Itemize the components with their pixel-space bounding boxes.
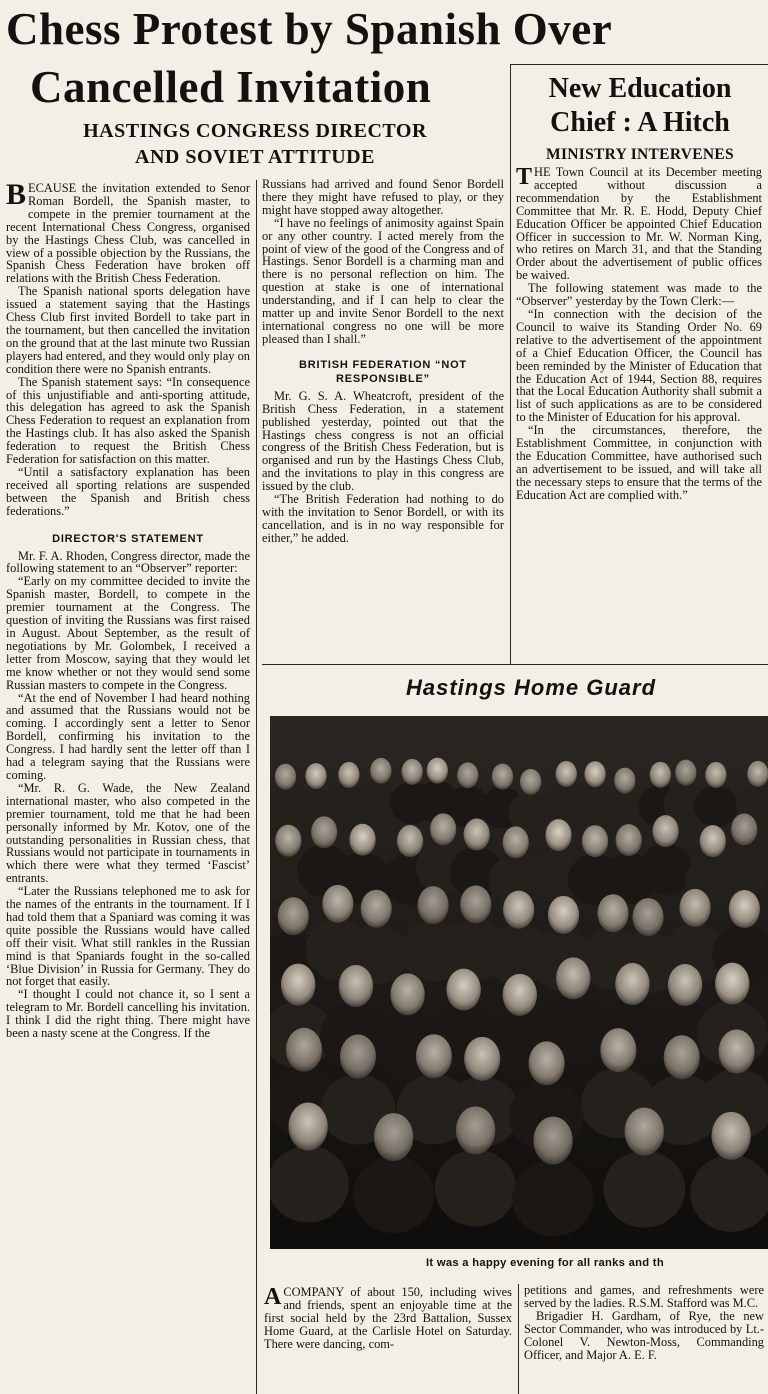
person-face [374,1113,413,1161]
paragraph: “In connection with the decision of the Council to waive its Standing Order No. 69 relative to the advertisement of the appointment of a Chief Education Officer, the Council has been reminded by the Minister of Education that the Education Act of 1944, Section 88, requires that the Local Education Authority shall submit a list of such applications as are to be considered to the Minister of Education for his approval. [516,306,762,425]
paragraph: “At the end of November I had heard nothing and assumed that the Russians would not be coming. I accordingly sent a letter to Senor Bordell, confirming his invitation to the Congress. I had hardly sent the letter off than I had a telegram saying that the Russians were coming. [6,690,250,782]
person-face [456,1106,495,1154]
person-face [275,764,296,790]
paragraph: Mr. F. A. Rhoden, Congress director, made the following statement to an “Observer” reporter: [6,548,250,576]
person-face [460,885,491,923]
person-face [529,1041,565,1085]
person-face [615,963,649,1005]
person-face [464,1037,500,1081]
main-headline-line2: Cancelled Invitation [30,62,432,112]
home-guard-photo [270,716,768,1249]
person-face [278,897,309,935]
paragraph: Russians had arrived and found Senor Bordell there they might have refused to play, or they might have stopped away altogether. [262,177,504,217]
home-guard-headline: Hastings Home Guard [406,675,657,700]
person-face [288,1103,327,1151]
person-face [520,769,541,795]
person-face [668,964,702,1006]
column-rule-1 [256,180,257,1394]
education-article-body [516,166,762,502]
education-subheading: MINISTRY INTERVENES [546,146,734,163]
education-headline-line1: New Education [548,73,732,104]
main-headline-line1: Chess Protest by Spanish Over [6,4,613,54]
paragraph: “In the circumstances, therefore, the Establishment Committee, in conjunction with the Education Committee, have authorised such an advertisement to be issued, and will take all the necessary steps to ensure that the terms of the Education Act are complied with.” [516,423,762,502]
person-face [705,762,726,788]
paragraph: “Until a satisfactory explanation has been received all sporting relations are suspended between the Spanish and British chess federations.” [6,464,250,518]
paragraph: The Spanish national sports delegation have issued a statement saying that the Hastings Chess Club first invited Bordell to take part in the tournament, but then cancelled the invitation on the ground that at the last minute two Russian players had entered, and they would only play on condition there were no Spanish entrants. [6,284,250,376]
section-heading-british-federation: BRITISH FEDERATION “NOT RESPONSIBLE” [299,358,467,385]
person-face [349,824,375,856]
person-face [556,957,590,999]
chess-article-column-1 [6,178,250,1041]
paragraph: The Spanish statement says: “In consequence of this unjustifiable and anti-sporting attitude, this delegation has agreed to ask the Spanish Chess Federation to request an explanation from the Hastings club. It has also asked the Spanish federation to request the British Chess Federation for satisfaction on this matter. [6,374,250,467]
home-guard-column-2 [524,1284,764,1361]
person-face [370,758,391,784]
person-face [503,891,534,929]
education-headline-line2: Chief : A Hitch [550,107,730,138]
person-face [664,1035,700,1079]
photo-caption: It was a happy evening for all ranks and th [426,1257,664,1269]
paragraph: “Mr. R. G. Wade, the New Zealand international master, who also competed in the premier tournament, told me that he had been personally informed by Mr. Kotov, one of the outstanding personalities in Russian chess, that Russians would not participate in tournaments in which there were what they termed ‘Fascist’ entrants. [6,780,250,886]
person-body [270,1146,349,1223]
paragraph: “I have no feelings of animosity against Spain or any other country. I acted merely from the point of view of the good of the Congress and of Hastings. Senor Bordell is a charming man and there is no personal reflection on him. The question at stake is one of international understanding, and if I can help to clear the matter up and invite Senor Bordell to the next international congress no one will be more pleased than I shall.” [262,215,504,346]
person-face [427,758,448,784]
person-face [401,759,422,785]
person-face [281,964,315,1006]
person-face [446,969,480,1011]
person-face [503,974,537,1016]
person-face [397,825,423,857]
person-body [353,1156,435,1233]
person-face [457,762,478,788]
group-photo-illustration [270,716,768,1249]
person-face [584,761,605,787]
person-face [650,762,671,788]
person-face [679,889,710,927]
home-guard-intro-paragraph: ACOMPANY of about 150, including wives and friends, spent an enjoyable time at the first social held by the 23rd Battalion, Sussex Home Guard, at the Carlisle Hotel on Saturday. There were dancing, com- [264,1284,512,1351]
person-body [435,1150,517,1227]
person-face [632,898,663,936]
person-face [600,1028,636,1072]
person-face [719,1030,755,1074]
person-face [652,815,678,847]
chess-intro-paragraph: BECAUSE the invitation extended to Senor Roman Bordell, the Spanish master, to compete in the premier tournament at the recent International Chess Congress, organised by the Hastings Chess Club, was cancelled in view of a possible objection by the Russians, the Spanish Chess Federation have broken off relations with the British Chess Federation. [6,178,250,286]
chess-article-column-2 [262,178,504,545]
education-box-top-rule [510,64,768,65]
person-face [416,1034,452,1078]
person-face [275,825,301,857]
person-face [747,761,768,787]
person-face [322,885,353,923]
section-heading-directors-statement: DIRECTOR'S STATEMENT [52,532,204,545]
person-face [533,1117,572,1165]
person-face [503,826,529,858]
person-face [418,886,449,924]
person-face [545,819,571,851]
paragraph: “Early on my committee decided to invite the Spanish master, Bordell, to compete in the premier tournament at the Congress. The question of inviting the Russians was first raised in August. About September, as the result of negotiations by Mr. Golombek, I received a letter from Moscow, saying that they would let me know whether or not they would send some Russian masters to compete in the Congress. [6,574,250,692]
person-face [556,761,577,787]
paragraph: Brigadier H. Gardham, of Rye, the new Sector Commander, who was introduced by Lt.-Colonel V. Newton-Moss, Commanding Officer, and Major A. E. F. [524,1308,764,1362]
person-face [729,890,760,928]
chess-subheading-line2: AND SOVIET ATTITUDE [135,146,375,168]
person-face [700,825,726,857]
chess-subheading-line1: HASTINGS CONGRESS DIRECTOR [83,120,427,142]
person-face [616,824,642,856]
person-face [625,1108,664,1156]
person-face [340,1034,376,1078]
person-face [715,963,749,1005]
person-face [339,965,373,1007]
paragraph: “Later the Russians telephoned me to ask for the names of the entrants in the tournament. If I had told them that a Spaniard was coming it was quite possible the Russians would have called off their visit. What still rankles in the Russian mind is that Spaniards fought in the so-called ‘Blue Division’ in Russia for Germany. They do not forget that easily. [6,884,250,989]
person-body [603,1151,685,1228]
person-face [464,819,490,851]
person-face [286,1028,322,1072]
paragraph: “I thought I could not chance it, so I sent a telegram to Mr. Bordell cancelling his invitation. I think I did the right thing. There might have been a nasty scene at the Congress. If the [6,987,250,1041]
person-body [694,785,738,827]
person-face [311,816,337,848]
drop-cap: B [6,178,27,211]
drop-cap: A [264,1284,282,1310]
education-intro-paragraph: THE Town Council at its December meeting accepted without discussion a recommendation by the Establishment Committee that Mr. R. E. Hodd, Deputy Chief Education Officer be appointed Chief Education Officer in succession to Mr. W. Norman King, who retires on March 31, and that the Standing Order about the advertisement of public offices be waived. [516,164,762,283]
education-headline [516,72,764,140]
paragraph: Mr. G. S. A. Wheatcroft, president of the British Chess Federation, in a statement published yesterday, pointed out that the Hastings chess congress is not an official congress of the British Chess Federation, but is organised and run by the Hastings Chess Club, and the invitations to play in this congress are issued by the club. [262,388,504,494]
person-body [512,1160,594,1237]
person-face [492,764,513,790]
home-guard-column-1 [264,1286,512,1351]
person-face [548,896,579,934]
home-guard-top-rule [262,664,768,665]
person-face [582,825,608,857]
person-face [711,1112,750,1160]
person-face [338,762,359,788]
person-body [638,844,692,895]
paragraph: “The British Federation had nothing to do with the invitation to Senor Bordell, or with its cancellation, and is in no way responsible for either,” he added. [262,492,504,545]
person-face [361,890,392,928]
person-face [305,763,326,789]
chess-subheading [8,118,502,170]
paragraph: petitions and games, and refreshments were served by the ladies. R.S.M. Stafford was M.C. [524,1283,764,1310]
column-rule-2 [510,64,511,664]
home-guard-column-rule [518,1284,519,1394]
person-face [731,814,757,846]
person-face [390,973,424,1015]
person-face [597,894,628,932]
drop-cap: T [516,164,533,190]
paragraph: The following statement was made to the “Observer” yesterday by the Town Clerk:— [516,281,762,309]
person-face [614,768,635,794]
person-face [675,760,696,786]
person-face [430,813,456,845]
